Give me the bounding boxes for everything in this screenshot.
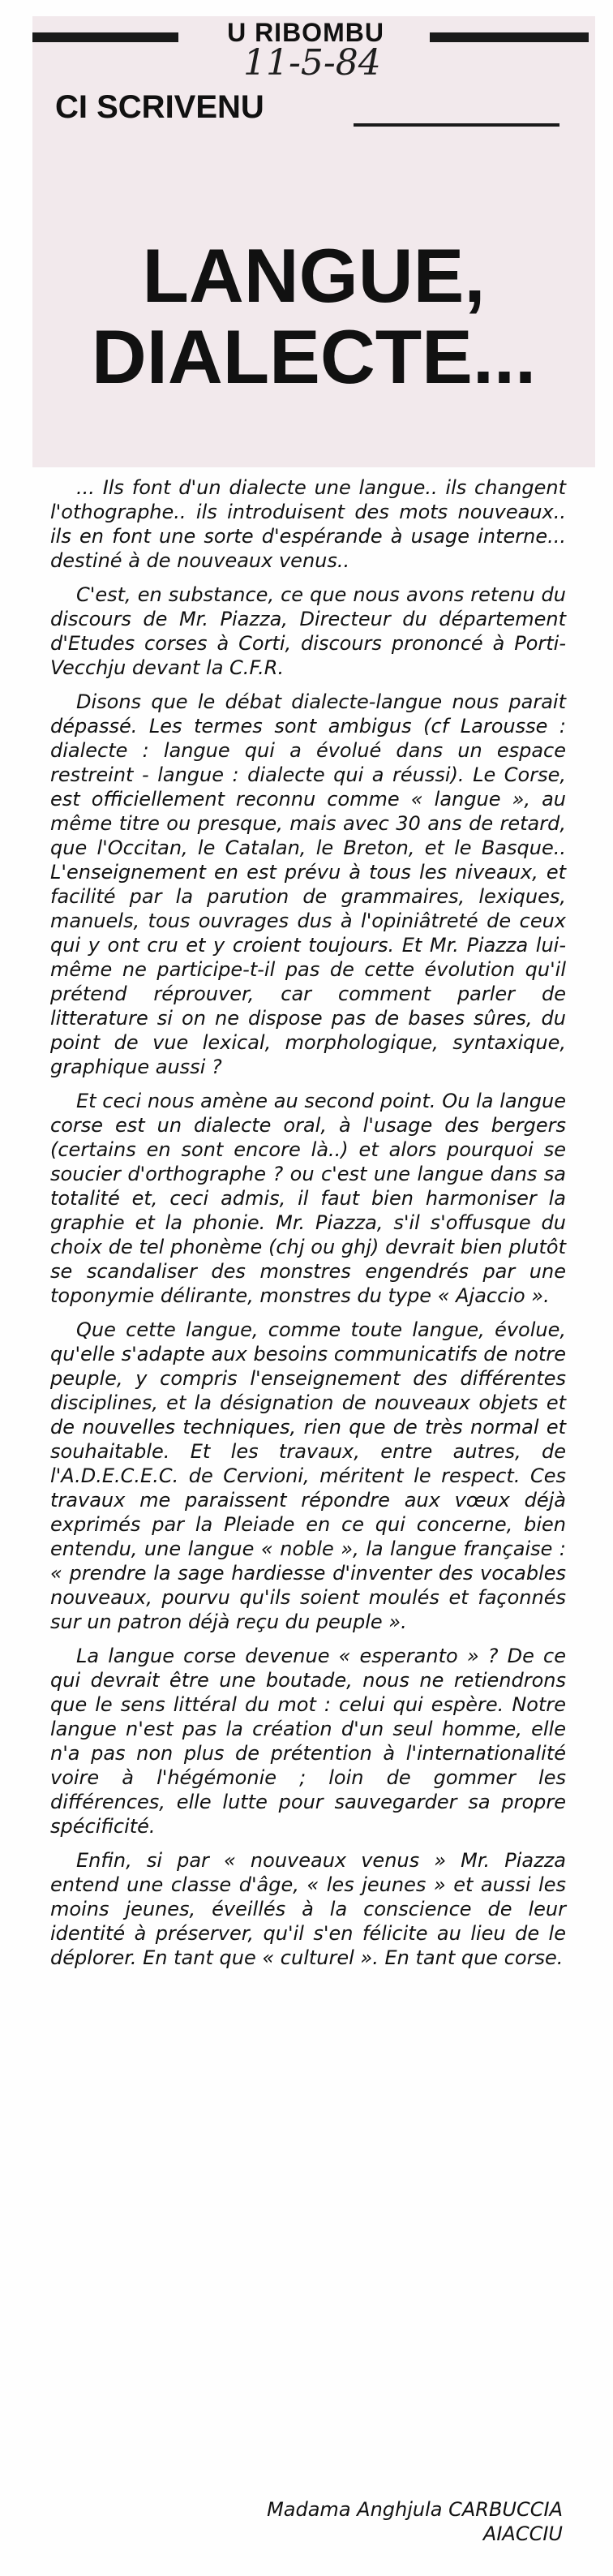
section-rule-right — [430, 32, 589, 42]
column-title: CI SCRIVENU — [55, 89, 264, 125]
handwritten-date: 11-5-84 — [243, 42, 381, 84]
section-rule-left — [32, 32, 178, 42]
author-place: AIACCIU — [482, 2522, 563, 2545]
signature-block — [32, 2497, 563, 2546]
headline-line-1: LANGUE, — [142, 233, 486, 318]
article-paragraph: C'est, en substance, ce que nous avons retenu du discours de Mr. Piazza, Directeur du département d'Etudes corses à Corti, discours prononcé à Porti-Vecchju devant la C.F.R. — [50, 583, 566, 679]
headline — [32, 235, 595, 398]
article-paragraph: ... Ils font d'un dialecte une langue.. ils changent l'othographe.. ils introduisent des mots nouveaux.. ils en font une sorte d'espérande à usage interne... destiné à de nouveaux venus.. — [50, 476, 566, 572]
article-paragraph: Disons que le débat dialecte-langue nous parait dépassé. Les termes sont ambigus (cf Larousse : dialecte : langue qui a évolué dans un espace restreint - langue : dialecte qui a réussi). Le Corse, est officiellement reconnu comme « langue », au même titre ou presque, mais avec 30 ans de retard, que l'Occitan, le Catalan, le Breton, et le Basque.. L'enseignement en est prévu à tous les niveaux, et facilité par la parution de grammaires, lexiques, manuels, tous ouvrages dus à l'opiniâtreté de ceux qui y ont cru et y croient toujours. Et Mr. Piazza lui-même ne participe-t-il pas de cette évolution qu'il prétend réprouver, car comment parler de litterature si on ne dispose pas de bases sûres, du point de vue lexical, morphologique, syntaxique, graphique aussi ? — [50, 690, 566, 1078]
headline-line-2: DIALECTE... — [91, 314, 537, 399]
article-paragraph: Et ceci nous amène au second point. Ou la langue corse est un dialecte oral, à l'usage des bergers (certains en sont encore là..) et alors pourquoi se soucier d'orthographe ? ou c'est une langue dans sa totalité et, ceci admis, il faut bien harmoniser la graphie et la phonie. Mr. Piazza, s'il s'offusque du choix de tel phonème (chj ou ghj) devrait bien plutôt se scandaliser des monstres engendrés par une toponymie délirante, monstres du type « Ajaccio ». — [50, 1090, 566, 1307]
article-paragraph: La langue corse devenue « esperanto » ? De ce qui devrait être une boutade, nous ne retiendrons que le sens littéral du mot : celui qui espère. Notre langue n'est pas la création d'un seul homme, elle n'a pas non plus de prétention à l'internationalité voire à l'hégémonie ; loin de gommer les différences, elle lutte pour sauvegarder sa propre spécificité. — [50, 1645, 566, 1838]
section-title: U RIBOMBU — [227, 18, 384, 47]
author-name: Madama Anghjula CARBUCCIA — [267, 2498, 563, 2521]
column-title-underline — [354, 123, 559, 127]
article-body — [50, 475, 566, 1980]
article-paragraph: Que cette langue, comme toute langue, évolue, qu'elle s'adapte aux besoins communicatifs de notre peuple, y compris l'enseignement des différentes disciplines, et la désignation de nouveaux objets et de nouvelles techniques, rien que de très normal et souhaitable. Et les travaux, entre autres, de l'A.D.E.C.E.C. de Cervioni, méritent le respect. Ces travaux me paraissent répondre aux vœux déjà exprimés par la Pleiade en ce qui concerne, bien entendu, une langue « noble », la langue française : « prendre la sage hardiesse d'inventer des vocables nouveaux, pourvu qu'ils soient moulés et façonnés sur un patron déjà reçu du peuple ». — [50, 1318, 566, 1633]
article-paragraph: Enfin, si par « nouveaux venus » Mr. Piazza entend une classe d'âge, « les jeunes » et aussi les moins jeunes, éveillés à la conscience de leur identité à préserver, qu'il s'en félicite au lieu de le déplorer. En tant que « culturel ». En tant que corse. — [50, 1849, 566, 1969]
